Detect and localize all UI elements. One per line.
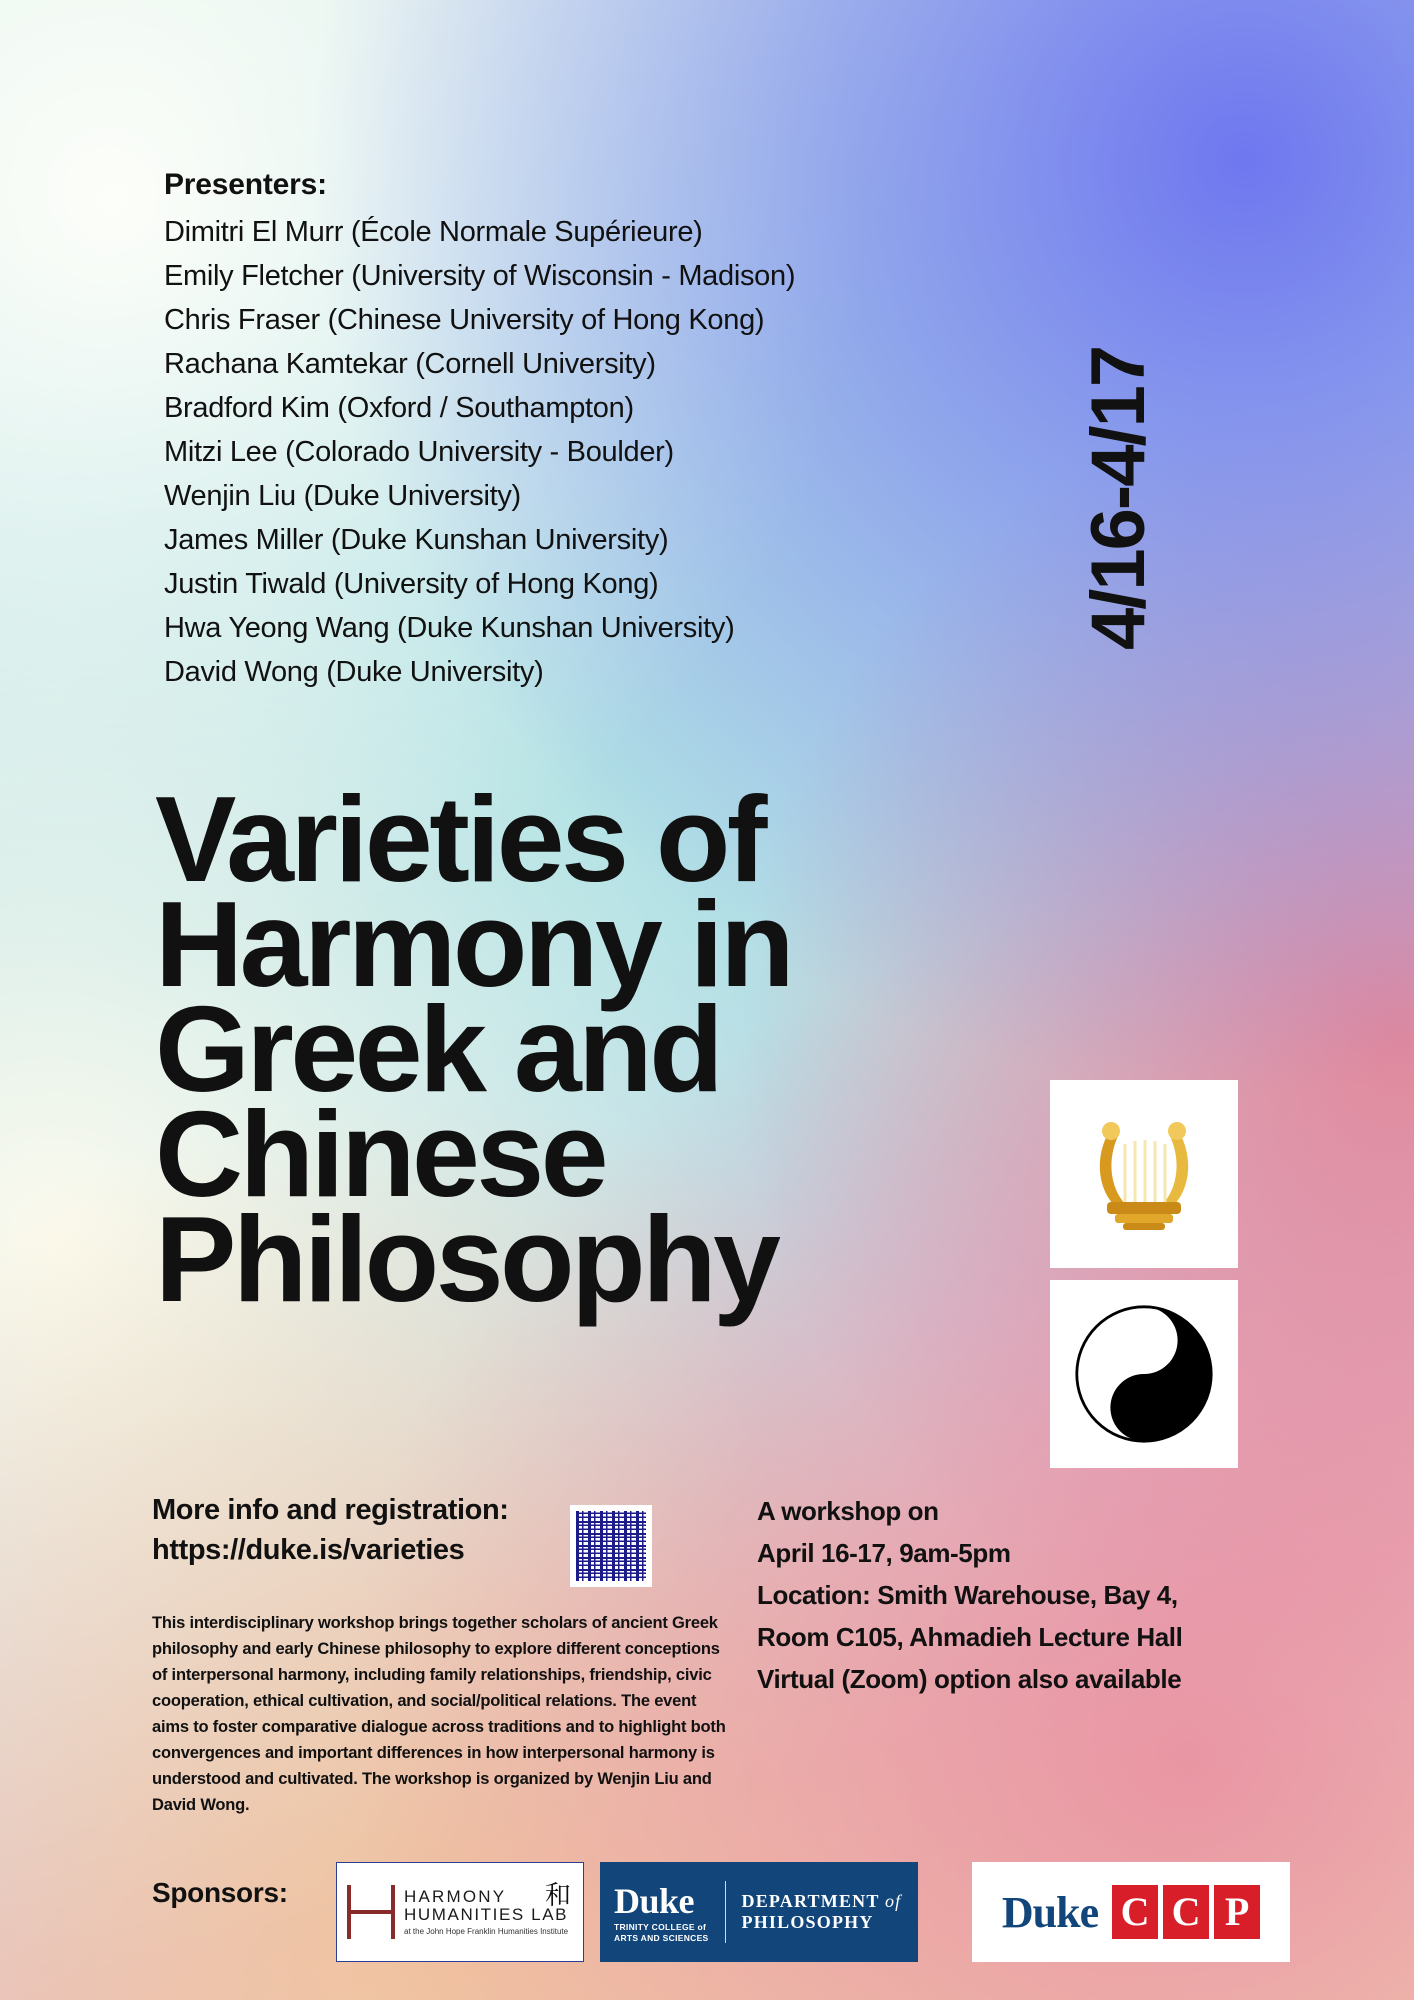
presenter-item: David Wong (Duke University) — [164, 656, 544, 688]
presenter-item: Bradford Kim (Oxford / Southampton) — [164, 392, 634, 424]
title-line: Harmony in — [155, 875, 792, 1012]
department-of-label: of — [884, 1891, 902, 1911]
presenter-item: James Miller (Duke Kunshan University) — [164, 524, 669, 556]
title-line: Greek and — [155, 980, 721, 1117]
lyre-icon — [1089, 1114, 1199, 1234]
registration-url[interactable]: https://duke.is/varieties — [152, 1534, 465, 1566]
presenter-item: Chris Fraser (Chinese University of Hong Kong) — [164, 304, 765, 336]
presenter-item: Hwa Yeong Wang (Duke Kunshan University) — [164, 612, 735, 644]
presenter-item: Emily Fletcher (University of Wisconsin - Madison) — [164, 260, 796, 292]
ccp-letter: C — [1163, 1885, 1209, 1939]
presenter-item: Wenjin Liu (Duke University) — [164, 480, 521, 512]
presenters-section — [164, 168, 924, 694]
presenters-heading: Presenters: — [164, 168, 327, 201]
duke-ccp-wordmark: Duke — [1001, 1887, 1099, 1937]
duke-subline2: ARTS AND SCIENCES — [614, 1933, 709, 1943]
harmony-logo-line3: at the John Hope Franklin Humanities Institute — [404, 1926, 569, 1936]
harmony-logo-line1: HARMONY — [404, 1886, 507, 1906]
workshop-detail-line: Location: Smith Warehouse, Bay 4, — [757, 1580, 1178, 1610]
workshop-detail-line: Virtual (Zoom) option also available — [757, 1664, 1182, 1694]
yin-yang-image-tile — [1050, 1280, 1238, 1468]
workshop-details — [757, 1490, 1357, 1700]
sponsor-logo-duke-ccp — [972, 1862, 1290, 1962]
qr-code-pattern — [576, 1511, 646, 1581]
title-line: Varieties of — [155, 771, 764, 907]
workshop-detail-line: A workshop on — [757, 1496, 939, 1526]
sponsor-logo-harmony-humanities-lab — [336, 1862, 584, 1962]
workshop-detail-line: Room C105, Ahmadieh Lecture Hall — [757, 1622, 1183, 1652]
presenter-item: Mitzi Lee (Colorado University - Boulder) — [164, 436, 674, 468]
registration-info — [152, 1490, 572, 1570]
workshop-detail-line: April 16-17, 9am-5pm — [757, 1538, 1011, 1568]
presenter-item: Dimitri El Murr (École Normale Supérieure) — [164, 216, 703, 248]
duke-wordmark: Duke — [614, 1881, 695, 1921]
presenter-item: Justin Tiwald (University of Hong Kong) — [164, 568, 659, 600]
lyre-image-tile — [1050, 1080, 1238, 1268]
sponsor-logo-duke-philosophy — [600, 1862, 918, 1962]
registration-label: More info and registration: — [152, 1494, 509, 1526]
logo-divider — [725, 1881, 726, 1943]
yin-yang-icon — [1074, 1304, 1214, 1444]
department-name: PHILOSOPHY — [741, 1912, 874, 1932]
page-title — [155, 771, 945, 1327]
presenter-item: Rachana Kamtekar (Cornell University) — [164, 348, 656, 380]
department-label: DEPARTMENT — [741, 1891, 880, 1911]
ccp-letter: C — [1112, 1885, 1158, 1939]
harmony-cjk-character: 和 — [544, 1880, 571, 1910]
duke-subline1: TRINITY COLLEGE of — [614, 1922, 707, 1932]
harmony-h-monogram-icon — [347, 1885, 395, 1939]
event-date: 4/16-4/17 — [1076, 346, 1161, 650]
ccp-letter: P — [1214, 1885, 1260, 1939]
ccp-letters — [1112, 1885, 1260, 1939]
sponsors-label: Sponsors: — [152, 1877, 288, 1908]
title-line: Chinese — [155, 1085, 606, 1222]
harmony-logo-line2: HUMANITIES LAB — [404, 1904, 569, 1924]
workshop-description: This interdisciplinary workshop brings together scholars of ancient Greek philosophy and early Chinese philosophy to explore different conceptions of interpersonal harmony, including family relationships, friendship, civic cooperation, ethical cultivation, and social/political relations. The event aims to foster comparative dialogue across traditions and to highlight both convergences and important differences in how interpersonal harmony is understood and cultivated. The workshop is organized by Wenjin Liu and David Wong. — [152, 1614, 726, 1814]
title-line: Philosophy — [155, 1190, 778, 1327]
qr-code[interactable] — [570, 1505, 652, 1587]
